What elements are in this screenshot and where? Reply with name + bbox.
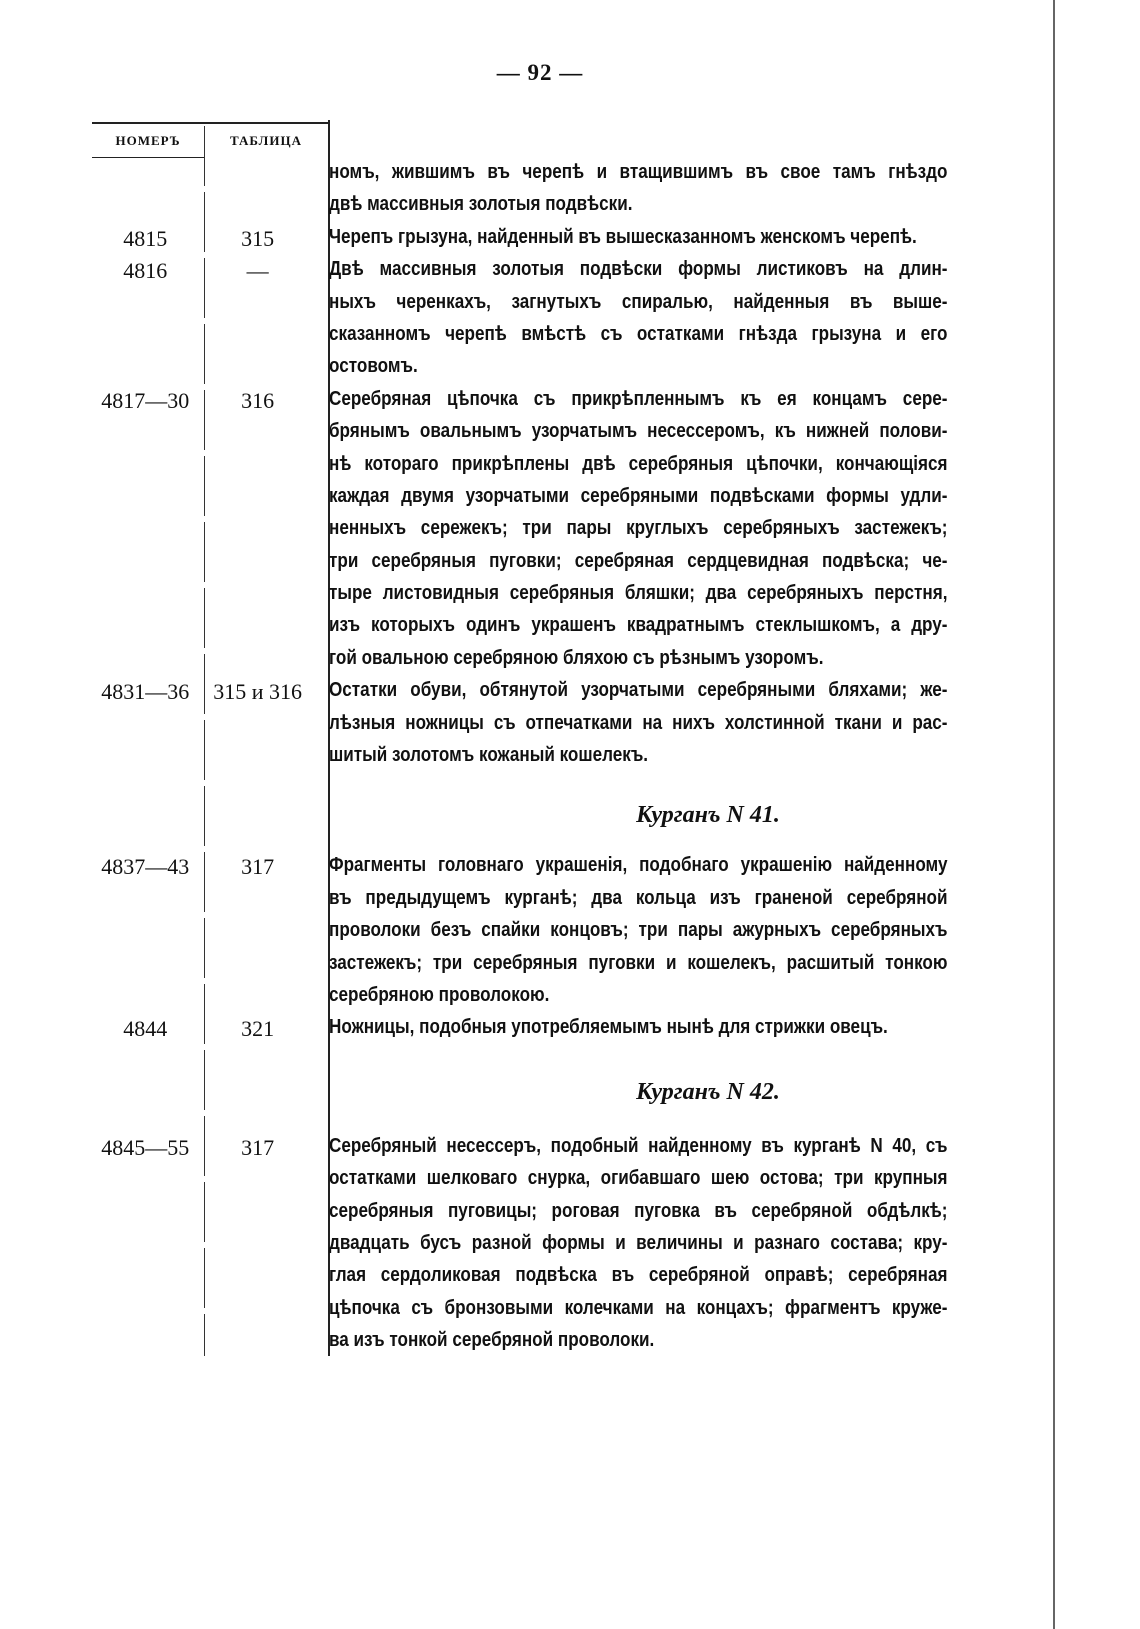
description-line: каждая двумя узорчатыми серебряными подвѣсками формы удли- <box>328 484 948 507</box>
plate-number <box>199 1264 317 1296</box>
description-line: ненныхъ сережекъ; три пары круглыхъ серебряныхъ застежекъ; <box>328 517 948 540</box>
catalog-row <box>92 1016 1052 1048</box>
description-line: Ножницы, подобныя употребляемымъ нынѣ для стрижки овецъ. <box>328 1016 888 1039</box>
item-number: 4815 <box>123 225 168 251</box>
plate-number <box>199 919 317 951</box>
description-line: ва изъ тонкой серебряной проволоки. <box>328 1329 654 1352</box>
catalog-row <box>92 161 1052 193</box>
catalog-body <box>92 161 1052 1362</box>
item-number <box>92 485 199 517</box>
description-line: Серебряная цѣпочка съ прикрѣпленнымъ къ ея концамъ сере- <box>328 387 948 410</box>
description-line: нѣ котораго прикрѣплены двѣ серебряныя цѣпочки, кончающіяся <box>328 452 948 475</box>
plate-number <box>199 193 317 225</box>
item-number <box>92 1329 199 1361</box>
description-line: глая сердоликовая подвѣска въ серебряной оправѣ; серебряная <box>328 1264 948 1287</box>
catalog-row <box>92 854 1052 886</box>
description-line: остовомъ. <box>328 355 418 378</box>
plate-number <box>199 1232 317 1264</box>
description-line: въ предыдущемъ курганѣ; два кольца изъ граненой серебряной <box>328 886 948 909</box>
item-number <box>92 291 199 323</box>
description-line: цѣпочка съ бронзовыми колечками на концахъ; фрагментъ круже- <box>328 1296 948 1319</box>
item-number: 4844 <box>123 1016 168 1042</box>
column-header-table: ТАБЛИЦА <box>230 133 302 148</box>
catalog-row <box>92 226 1052 258</box>
catalog-row <box>92 420 1052 452</box>
plate-number <box>199 355 317 387</box>
plate-number <box>199 1329 317 1361</box>
plate-number <box>199 1167 317 1199</box>
description-line: брянымъ овальнымъ узорчатымъ несессеромъ, къ нижней полови- <box>328 420 948 443</box>
plate-number <box>199 550 317 582</box>
description-line: двѣ массивныя золотыя подвѣски. <box>328 193 633 216</box>
item-number <box>92 1167 199 1199</box>
item-number <box>92 550 199 582</box>
item-number <box>92 712 199 744</box>
page-number: — 92 — <box>496 60 584 85</box>
plate-number <box>199 984 317 1016</box>
catalog-row <box>92 647 1052 679</box>
description-line: застежекъ; три серебряныя пуговки и кошелекъ, расшитый тонкою <box>328 951 948 974</box>
description-line: проволоки безъ спайки концовъ; три пары ажурныхъ серебряныхъ <box>328 919 948 942</box>
item-number <box>92 582 199 614</box>
plate-number: 317 <box>241 854 275 880</box>
description-line: гой овальною серебряною бляхою съ рѣзнымъ узоромъ. <box>328 646 824 669</box>
description-line: тыре листовидныя серебряныя бляшки; два серебряныхъ перстня, <box>328 582 948 605</box>
catalog-row <box>92 1200 1052 1232</box>
catalog-row <box>92 388 1052 420</box>
item-number: 4831—36 <box>101 679 190 705</box>
item-number <box>92 887 199 919</box>
item-number: 4816 <box>123 258 168 284</box>
description-line: ныхъ черенкахъ, загнутыхъ спиралью, найденныя въ выше- <box>328 290 948 313</box>
table-header-bottom-rule <box>92 157 204 158</box>
description-line: три серебряныя пуговки; серебряная сердцевидная подвѣска; че- <box>328 549 948 572</box>
description-line: серебряныя пуговицы; роговая пуговка въ серебряной обдѣлкѣ; <box>328 1199 948 1222</box>
item-number <box>92 453 199 485</box>
catalog-row <box>92 323 1052 355</box>
item-number <box>92 161 199 193</box>
description-line: шитый золотомъ кожаный кошелекъ. <box>328 744 648 767</box>
description-line: Черепъ грызуна, найденный въ вышесказанномъ женскомъ черепѣ. <box>328 225 917 248</box>
catalog-row <box>92 1297 1052 1329</box>
catalog-row <box>92 517 1052 549</box>
description-line: лѣзныя ножницы съ отпечатками на нихъ холстинной ткани и рас- <box>328 711 948 734</box>
catalog-row <box>92 1135 1052 1167</box>
description-line: Двѣ массивныя золотыя подвѣски формы листиковъ на длин- <box>328 258 948 281</box>
catalog-row <box>92 291 1052 323</box>
catalog-row <box>92 744 1052 776</box>
catalog-row <box>92 887 1052 919</box>
catalog-row <box>92 485 1052 517</box>
plate-number <box>199 420 317 452</box>
description-line: остатками шелковаго снурка, огибавшаго шею остова; три крупныя <box>328 1167 948 1190</box>
plate-number: 317 <box>241 1134 275 1160</box>
item-number <box>92 323 199 355</box>
column-header-number: НОМЕРЪ <box>115 133 181 148</box>
catalog-row <box>92 984 1052 1016</box>
item-number <box>92 1264 199 1296</box>
plate-number: 316 <box>241 387 275 413</box>
item-number <box>92 1200 199 1232</box>
plate-number <box>199 517 317 549</box>
catalog-row <box>92 919 1052 951</box>
plate-number <box>199 614 317 646</box>
section-heading: Курганъ N 41. <box>636 802 780 829</box>
description-line: серебряною проволокою. <box>328 983 550 1006</box>
item-number: 4845—55 <box>101 1134 190 1160</box>
plate-number <box>199 887 317 919</box>
item-number <box>92 420 199 452</box>
item-number <box>92 517 199 549</box>
catalog-row <box>92 582 1052 614</box>
catalog-row <box>92 1167 1052 1199</box>
description-line: Фрагменты головнаго украшенія, подобнаго украшенію найденному <box>328 854 948 877</box>
catalog-row <box>92 193 1052 225</box>
plate-number <box>199 712 317 744</box>
plate-number: 321 <box>241 1016 275 1042</box>
description-line: Остатки обуви, обтянутой узорчатыми серебряными бляхами; же- <box>328 679 948 702</box>
section-heading: Курганъ N 42. <box>636 1078 780 1105</box>
plate-number: 315 и 316 <box>213 679 303 705</box>
item-number <box>92 614 199 646</box>
item-number <box>92 1232 199 1264</box>
plate-number <box>199 161 317 193</box>
plate-number <box>199 647 317 679</box>
catalog-row <box>92 712 1052 744</box>
catalog-row <box>92 453 1052 485</box>
plate-number <box>199 1297 317 1329</box>
catalog-row <box>92 1264 1052 1296</box>
plate-number <box>199 952 317 984</box>
plate-number <box>199 291 317 323</box>
catalog-row <box>92 355 1052 387</box>
description-line: сказанномъ черепѣ вмѣстѣ съ остатками гнѣзда грызуна и его <box>328 322 948 345</box>
item-number <box>92 193 199 225</box>
item-number <box>92 647 199 679</box>
plate-number <box>199 323 317 355</box>
plate-number <box>199 744 317 776</box>
item-number: 4837—43 <box>101 854 190 880</box>
item-number <box>92 355 199 387</box>
plate-number <box>199 453 317 485</box>
description-line: изъ которыхъ одинъ украшенъ квадратнымъ стеклышкомъ, а дру- <box>328 614 948 637</box>
plate-number: 315 <box>241 225 275 251</box>
item-number <box>92 1297 199 1329</box>
item-number <box>92 744 199 776</box>
item-number <box>92 952 199 984</box>
catalog-row <box>92 1329 1052 1361</box>
description-line: Серебряный несессеръ, подобный найденному въ курганѣ N 40, съ <box>328 1134 948 1157</box>
catalog-row <box>92 952 1052 984</box>
item-number <box>92 984 199 1016</box>
description-line: номъ, жившимъ въ черепѣ и втащившимъ въ свое тамъ гнѣздо <box>328 161 948 183</box>
table-header-rule <box>92 122 328 124</box>
catalog-row <box>92 258 1052 290</box>
plate-number <box>199 485 317 517</box>
description-line: двадцать бусъ разной формы и величины и разнаго состава; кру- <box>328 1231 948 1254</box>
plate-number: — <box>246 258 269 284</box>
catalog-row <box>92 679 1052 711</box>
item-number: 4817—30 <box>101 387 190 413</box>
catalog-row <box>92 1232 1052 1264</box>
plate-number <box>199 582 317 614</box>
catalog-row <box>92 614 1052 646</box>
catalog-row <box>92 550 1052 582</box>
item-number <box>92 919 199 951</box>
plate-number <box>199 1200 317 1232</box>
